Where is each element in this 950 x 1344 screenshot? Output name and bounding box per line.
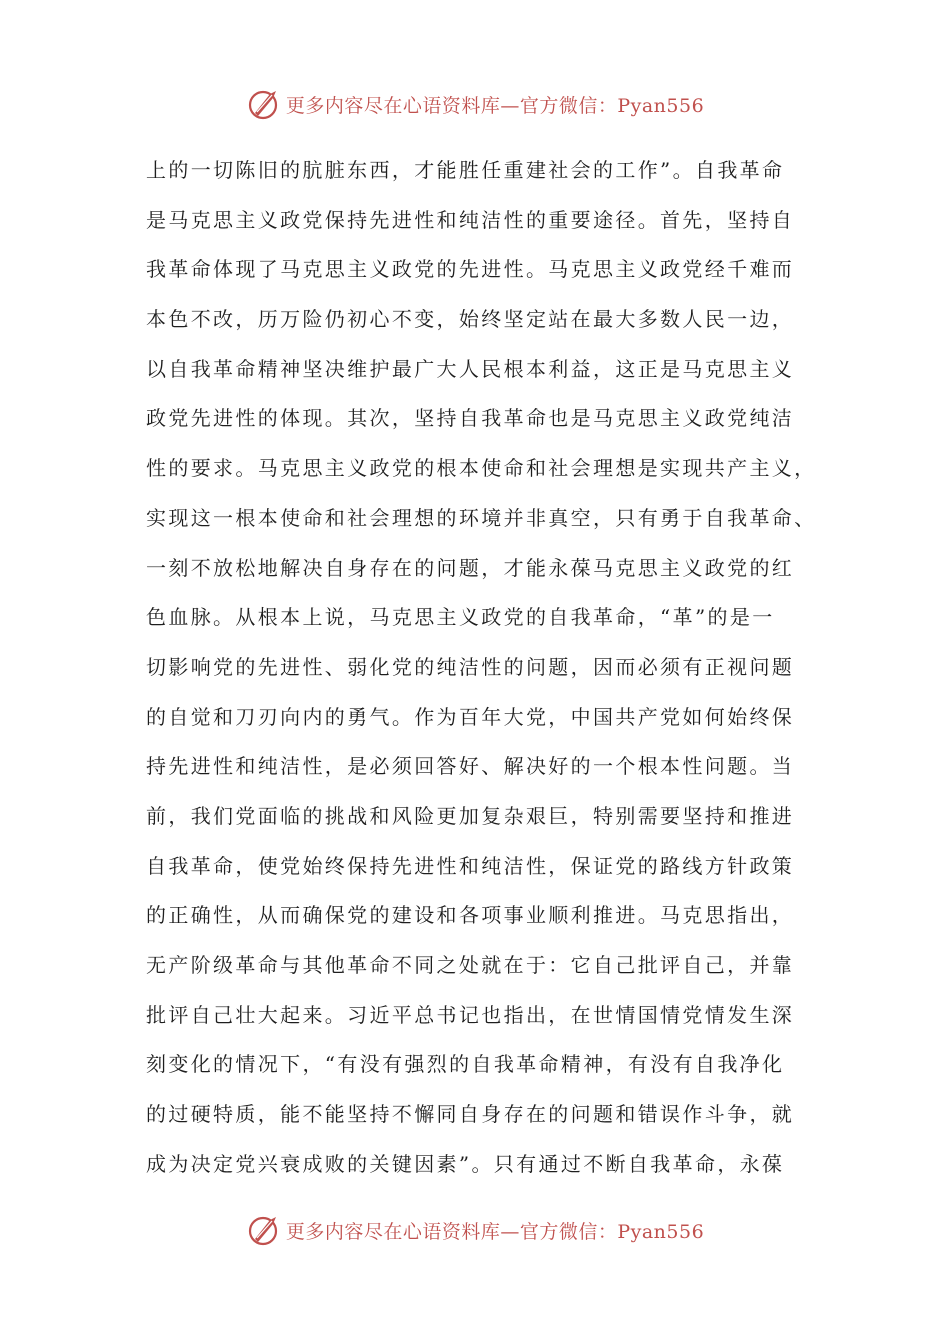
body-line: 一刻不放松地解决自身存在的问题，才能永葆马克思主义政党的红 <box>146 555 795 580</box>
body-line: 刻变化的情况下，“有没有强烈的自我革命精神，有没有自我净化 <box>146 1052 785 1077</box>
body-line: 色血脉。从根本上说，马克思主义政党的自我革命，“革”的是一 <box>146 605 775 630</box>
body-line: 前，我们党面临的挑战和风险更加复杂艰巨，特别需要坚持和推进 <box>146 803 795 828</box>
header-banner-text: 更多内容尽在心语资料库—官方微信：Pyan556 <box>285 94 705 117</box>
body-line: 上的一切陈旧的肮脏东西，才能胜任重建社会的工作”。自我革命 <box>146 158 785 182</box>
body-line: 性的要求。马克思主义政党的根本使命和社会理想是实现共产主义， <box>146 456 817 481</box>
body-line: 无产阶级革命与其他革命不同之处就在于：它自己批评自己，并靠 <box>146 953 795 977</box>
body-line: 批评自己壮大起来。习近平总书记也指出，在世情国情党情发生深 <box>146 1002 795 1027</box>
body-line: 成为决定党兴衰成败的关键因素”。只有通过不断自我革命，永葆 <box>146 1151 785 1176</box>
body-line: 的过硬特质，能不能坚持不懈同自身存在的问题和错误作斗争，就 <box>146 1102 795 1127</box>
body-line: 的自觉和刀刃向内的勇气。作为百年大党，中国共产党如何始终保 <box>146 704 795 729</box>
body-line: 本色不改，历万险仍初心不变，始终坚定站在最大多数人民一边， <box>146 307 795 332</box>
header-banner <box>0 84 950 124</box>
footer-banner-text: 更多内容尽在心语资料库—官方微信：Pyan556 <box>285 1220 705 1243</box>
body-line: 政党先进性的体现。其次，坚持自我革命也是马克思主义政党纯洁 <box>146 406 795 431</box>
body-line: 持先进性和纯洁性，是必须回答好、解决好的一个根本性问题。当 <box>146 754 795 779</box>
body-line: 我革命体现了马克思主义政党的先进性。马克思主义政党经千难而 <box>146 257 795 282</box>
pen-logo-icon <box>246 1212 282 1248</box>
body-line: 是马克思主义政党保持先进性和纯洁性的重要途径。首先，坚持自 <box>146 207 795 232</box>
body-line: 的正确性，从而确保党的建设和各项事业顺利推进。马克思指出， <box>146 903 795 928</box>
body-line: 切影响党的先进性、弱化党的纯洁性的问题，因而必须有正视问题 <box>146 654 795 679</box>
body-line: 以自我革命精神坚决维护最广大人民根本利益，这正是马克思主义 <box>146 356 795 381</box>
footer-banner <box>0 1210 950 1250</box>
document-body <box>146 152 826 1195</box>
pen-logo-icon <box>246 86 282 122</box>
body-line: 自我革命，使党始终保持先进性和纯洁性，保证党的路线方针政策 <box>146 853 795 878</box>
body-line: 实现这一根本使命和社会理想的环境并非真空，只有勇于自我革命、 <box>146 505 817 530</box>
